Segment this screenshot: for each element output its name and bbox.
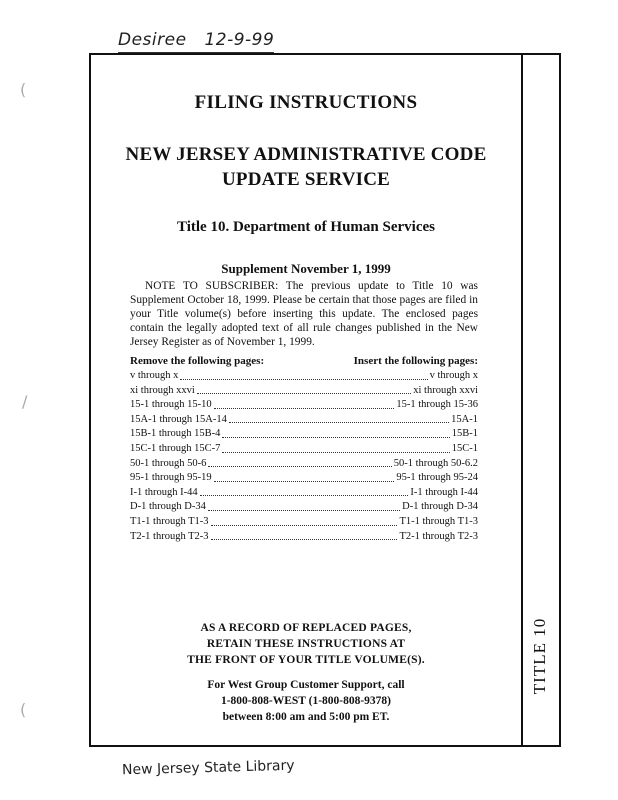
insert-range: D-1 through D-34 [402, 501, 478, 513]
remove-range: 15B-1 through 15B-4 [130, 428, 221, 440]
customer-support [91, 677, 521, 725]
page-row [130, 486, 478, 501]
punch-mark-top: ( [20, 80, 27, 99]
remove-range: xi through xxvi [130, 384, 195, 396]
page-row [130, 500, 478, 515]
insert-range: xi through xxvi [413, 384, 478, 396]
punch-mark-middle: / [22, 392, 28, 411]
insert-range: I-1 through I-44 [410, 486, 478, 498]
insert-range: 15C-1 [451, 442, 478, 454]
page-row [130, 398, 478, 413]
tab-label-text: TITLE 10 [530, 617, 550, 695]
page-row [130, 413, 478, 428]
page-row [130, 471, 478, 486]
code-name [91, 142, 521, 192]
tab-label [523, 608, 557, 704]
code-name-line-1: NEW JERSEY ADMINISTRATIVE CODE [125, 144, 487, 165]
page-row [130, 457, 478, 472]
remove-range: 95-1 through 95-19 [130, 472, 212, 484]
record-line-2: RETAIN THESE INSTRUCTIONS AT [206, 638, 406, 650]
page-row [130, 530, 478, 545]
insert-range: T2-1 through T2-3 [399, 530, 478, 542]
record-line-1: AS A RECORD OF REPLACED PAGES, [200, 622, 412, 634]
page-row [130, 427, 478, 442]
record-line-3: THE FRONT OF YOUR TITLE VOLUME(S). [187, 654, 425, 666]
page-row [130, 515, 478, 530]
page-row [130, 384, 478, 399]
insert-range: 15-1 through 15-36 [396, 399, 478, 411]
bottom-rule [89, 746, 559, 747]
remove-range: T2-1 through T2-3 [130, 530, 209, 542]
handwritten-name: Desiree [118, 30, 187, 50]
subscriber-note: NOTE TO SUBSCRIBER: The previous update to Title 10 was Supplement October 18, 1999. Please be certain that those pages are filed in your Title volume(s) before inserting this update. The enclosed pages contain the legally adopted text of all rule changes published in the New Jersey Register as of November 1, 1999. [130, 280, 478, 348]
support-line-1: For West Group Customer Support, call [207, 679, 405, 691]
handwritten-date: 12-9-99 [204, 30, 275, 50]
insert-range: 95-1 through 95-24 [396, 472, 478, 484]
pages-list [130, 369, 478, 544]
insert-range: T1-1 through T1-3 [399, 515, 478, 527]
title-line: Title 10. Department of Human Services [176, 219, 436, 235]
remove-range: T1-1 through T1-3 [130, 515, 209, 527]
code-name-line-2: UPDATE SERVICE [221, 169, 391, 190]
insert-range: 15A-1 [451, 413, 478, 425]
supplement-date: Supplement November 1, 1999 [221, 261, 391, 276]
remove-header: Remove the following pages: [130, 355, 265, 367]
remove-range: 50-1 through 50-6 [130, 457, 207, 469]
insert-range: 50-1 through 50-6.2 [393, 457, 478, 469]
remove-range: 15A-1 through 15A-14 [130, 413, 227, 425]
library-stamp: New Jersey State Library [121, 757, 295, 779]
remove-range: D-1 through D-34 [130, 501, 206, 513]
handwritten-annotation [118, 30, 274, 50]
remove-range: 15-1 through 15-10 [130, 399, 212, 411]
record-instructions [91, 620, 521, 668]
insert-header: Insert the following pages: [353, 355, 478, 367]
page-row [130, 442, 478, 457]
document-title: FILING INSTRUCTIONS [194, 92, 418, 113]
support-hours: between 8:00 am and 5:00 pm ET. [222, 711, 390, 723]
insert-range: 15B-1 [451, 428, 478, 440]
page-row [130, 369, 478, 384]
insert-range: v through x [429, 370, 478, 381]
remove-range: I-1 through I-44 [130, 486, 198, 498]
remove-range: 15C-1 through 15C-7 [130, 442, 221, 454]
remove-range: v through x [130, 370, 179, 381]
pages-header [130, 355, 478, 367]
support-phone: 1-800-808-WEST (1-800-808-9378) [220, 695, 392, 707]
punch-mark-bottom: ( [20, 700, 27, 719]
